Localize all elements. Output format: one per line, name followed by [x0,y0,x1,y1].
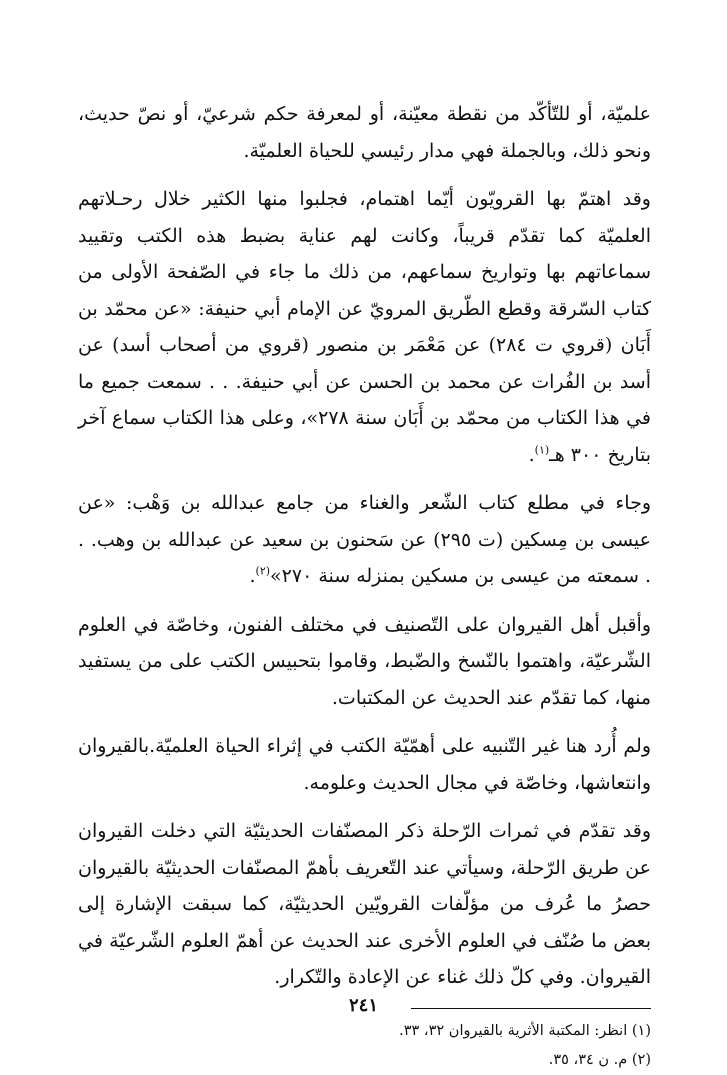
paragraph [78,96,651,169]
page-number: ٢٤١ [348,995,378,1016]
paragraph-text: وجاء في مطلع كتاب الشّعر والغناء من جامع عبدالله بن وَهْب: «عن عيسى بن مِسكين (ت ٢٩٥) عن سَحنون بن سعيد عن عبدالله بن وهب. . . سمعته من عيسى بن مسكين بمنزله سنة ٢٧٠» [78,492,651,587]
paragraph [78,813,651,996]
footnote-ref[interactable]: (١) [534,443,550,457]
paragraph [78,485,651,595]
paragraph-text: وقد تقدّم في ثمرات الرّحلة ذكر المصنّفات الحديثيّة التي دخلت القيروان عن طريق الرّحلة، وسيأتي عند التّعريف بأهمّ المصنّفات الحديثيّة بالقيروان حصرُ ما عُرف من مؤلّفات القرويّين الحديثيّة، كما سبقت الإشارة إلى بعض ما صُنّف في العلوم الأخرى عند الحديث عن أهمّ العلوم الشّرعيّة في القيروان. وفي كلّ ذلك غناء عن الإعادة والتّكرار. [78,820,651,988]
footnote-ref[interactable]: (٢) [255,564,271,578]
paragraph [78,728,651,801]
punctuation: . [249,565,256,587]
punctuation: . [528,443,535,466]
paragraph [78,181,651,473]
paragraph-text: علميّة، أو للتّأكّد من نقطة معيّنة، أو لمعرفة حكم شرعيّ، أو نصّ حديث، ونحو ذلك، وبالجملة فهي مدار رئيسي للحياة العلميّة. [78,103,651,162]
paragraph [78,607,651,717]
footnote: (١) انظر: المكتبة الأثرية بالقيروان ٣٢، ٣٣. [399,1022,651,1039]
paragraph-text: وقد اهتمّ بها القرويّون أيّما اهتمام، فجلبوا منها الكثير خلال رحـلاتهم العلميّة كما تقدّم قريباً، وكانت لهم عناية بضبط هذه الكتب وتقييد سماعاتهم بها وتواريخ سماعهم، من ذلك ما جاء في الصّفحة الأولى من كتاب السّرقة وقطع الطّريق المرويّ عن الإمام أبي حنيفة: «عن محمّد بن أَبَان (قروي ت ٢٨٤) عن مَعْمَر بن منصور (قروي من أصحاب أسد) عن أسد بن الفُرات عن محمد بن الحسن عن أبي حنيفة. . . سمعت جميع ما في هذا الكتاب من محمّد بن أَبَان سنة ٢٧٨»، وعلى هذا الكتاب سماع آخر بتاريخ ٣٠٠ هـ [78,188,651,466]
paragraph-text: ولم أُرد هنا غير التّنبيه على أهمّيّة الكتب في إثراء الحياة العلميّة.بالقيروان وانتعاشها، وخاصّة في مجال الحديث وعلومه. [78,735,651,794]
footnote: (٢) م. ن ٣٤، ٣٥. [548,1051,651,1068]
paragraph-text: وأقبل أهل القيروان على التّصنيف في مختلف الفنون، وخاصّة في العلوم الشّرعيّة، واهتموا بالنّسخ والضّبط، وقاموا بتحبيس الكتب على من يستفيد منها، كما تقدّم عند الحديث عن المكتبات. [78,613,651,709]
